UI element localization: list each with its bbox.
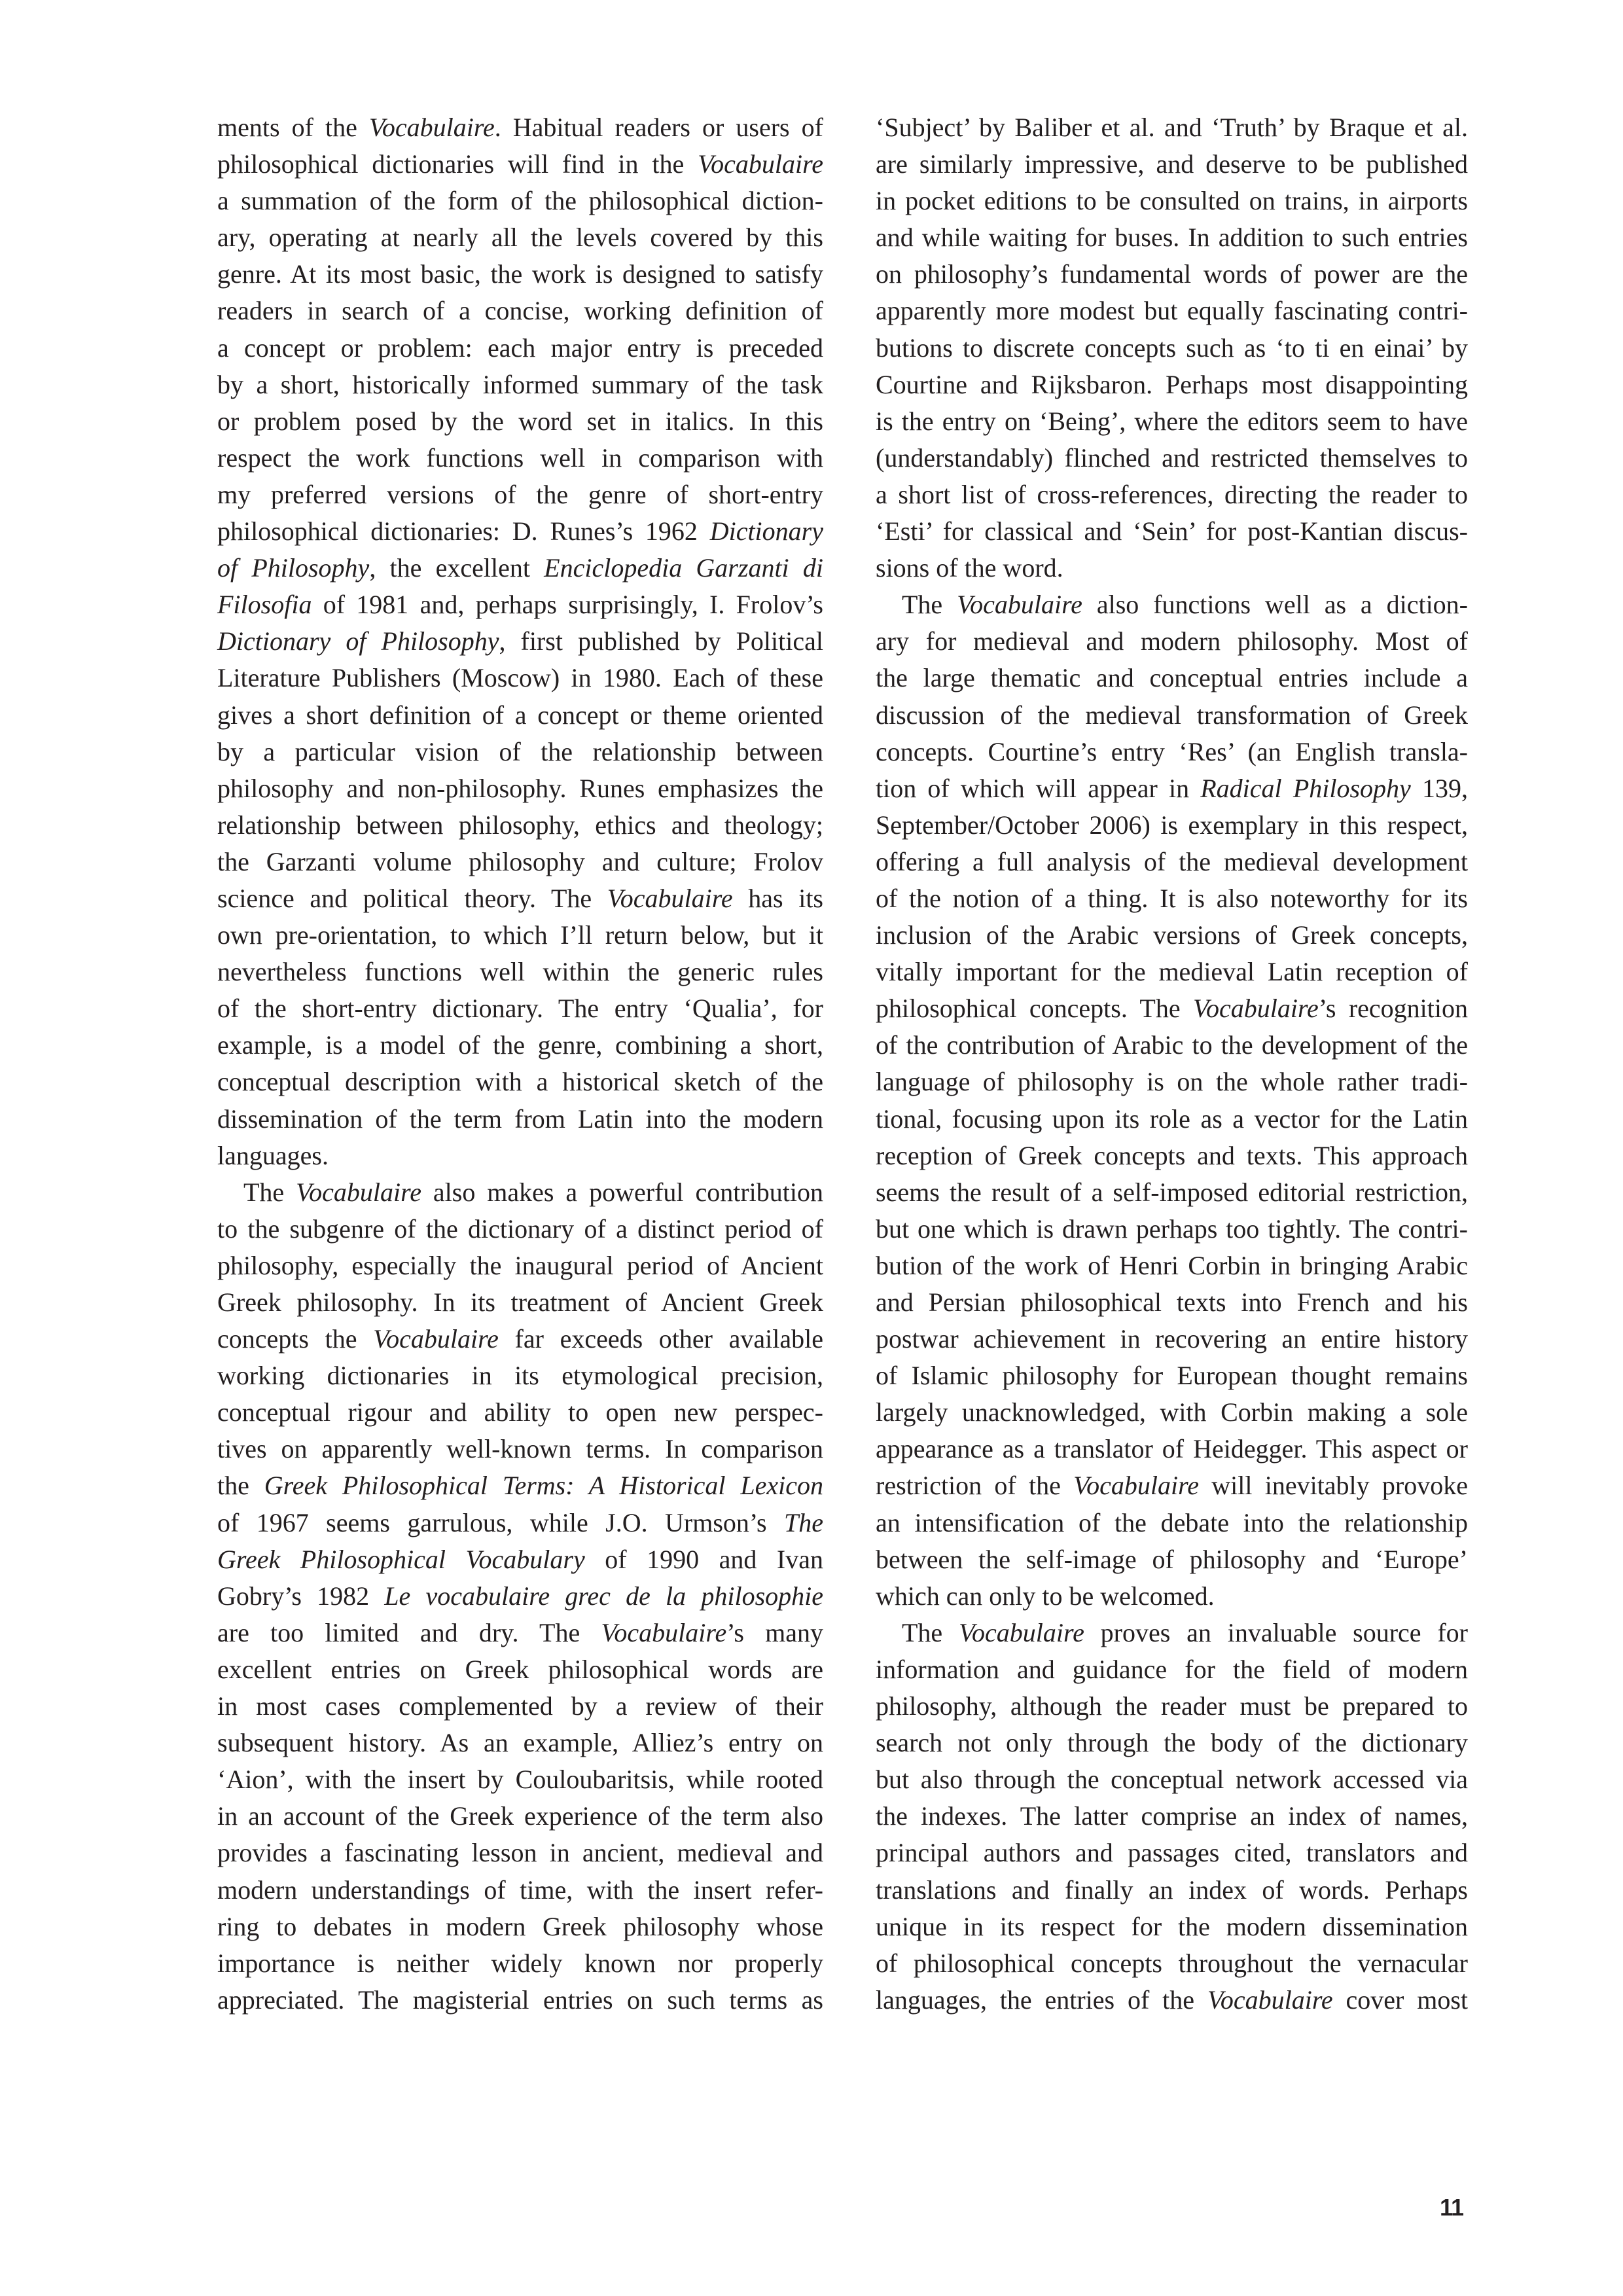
text-line bbox=[876, 330, 1468, 367]
text-run: languages, the entries of the bbox=[876, 1984, 1207, 2015]
text-run: vitally important for the medieval Latin reception of bbox=[876, 957, 1468, 987]
text-line bbox=[217, 1247, 823, 1284]
text-run: are too limited and dry. The bbox=[217, 1617, 601, 1647]
text-line bbox=[876, 1247, 1468, 1284]
text-line bbox=[876, 550, 1468, 586]
text-run: , first published by Political bbox=[499, 626, 823, 656]
italic-title: Vocabulaire bbox=[959, 1617, 1084, 1647]
text-line bbox=[217, 1284, 823, 1321]
italic-title: Vocabulaire bbox=[1073, 1471, 1199, 1501]
italic-title: Dictionary of Philosophy bbox=[217, 626, 499, 656]
italic-title: Greek Philosophical Vocabulary bbox=[217, 1544, 585, 1574]
italic-title: Enciclopedia Garzanti di bbox=[544, 553, 823, 583]
text-line bbox=[876, 256, 1468, 293]
text-run: an intensification of the debate into the relationship bbox=[876, 1507, 1468, 1537]
text-run: concepts. Courtine’s entry ‘Res’ (an English transla- bbox=[876, 736, 1468, 766]
text-line bbox=[876, 1101, 1468, 1138]
text-run: excellent entries on Greek philosophical words are bbox=[217, 1654, 823, 1684]
text-line bbox=[876, 1138, 1468, 1174]
text-line bbox=[217, 1321, 823, 1357]
italic-title: Dictionary bbox=[709, 516, 823, 547]
text-run: to the subgenre of the dictionary of a distinct period of bbox=[217, 1213, 823, 1244]
text-line bbox=[876, 1909, 1468, 1945]
text-run: philosophical dictionaries will find in the bbox=[217, 149, 698, 179]
text-line bbox=[217, 109, 823, 146]
text-line bbox=[217, 183, 823, 219]
text-line bbox=[217, 219, 823, 256]
text-line bbox=[217, 1505, 823, 1541]
text-run: , the excellent bbox=[369, 553, 544, 583]
text-run: of the notion of a thing. It is also noteworthy for its bbox=[876, 883, 1468, 913]
text-run: appreciated. The magisterial entries on such terms as bbox=[217, 1984, 823, 2015]
text-run: offering a full analysis of the medieval development bbox=[876, 846, 1468, 876]
text-line bbox=[876, 734, 1468, 770]
text-run: translations and finally an index of words. Perhaps bbox=[876, 1874, 1468, 1905]
text-line bbox=[876, 183, 1468, 219]
text-run: will inevitably provoke bbox=[1198, 1471, 1469, 1501]
text-run: working dictionaries in its etymological precision, bbox=[217, 1361, 823, 1391]
text-run: Greek philosophy. In its treatment of Ancient Greek bbox=[217, 1287, 823, 1317]
text-line bbox=[217, 1761, 823, 1798]
text-run: of philosophical concepts throughout the vernacular bbox=[876, 1948, 1468, 1978]
italic-title: Vocabulaire bbox=[607, 883, 733, 913]
text-line bbox=[876, 1578, 1468, 1615]
text-line bbox=[217, 1688, 823, 1725]
text-line bbox=[217, 1578, 823, 1615]
text-line bbox=[876, 990, 1468, 1027]
text-run: Courtine and Rijksbaron. Perhaps most disappointing bbox=[876, 369, 1468, 399]
text-column-right bbox=[876, 109, 1468, 2018]
text-run: the indexes. The latter comprise an index of names, bbox=[876, 1801, 1468, 1831]
text-line bbox=[217, 1027, 823, 1064]
text-line bbox=[217, 1138, 823, 1174]
text-line bbox=[217, 880, 823, 917]
text-line bbox=[217, 844, 823, 880]
text-run: languages. bbox=[217, 1140, 329, 1170]
text-run: but also through the conceptual network accessed via bbox=[876, 1765, 1468, 1795]
text-run: The bbox=[902, 590, 957, 620]
text-run: bution of the work of Henri Corbin in bringing Arabic bbox=[876, 1250, 1468, 1280]
text-run: also makes a powerful contribution bbox=[421, 1177, 824, 1207]
text-run: inclusion of the Arabic versions of Greek concepts, bbox=[876, 920, 1468, 950]
text-run: largely unacknowledged, with Corbin making a sole bbox=[876, 1397, 1468, 1427]
text-run: concepts the bbox=[217, 1324, 374, 1354]
text-run: tional, focusing upon its role as a vector for the Latin bbox=[876, 1103, 1468, 1134]
text-run: own pre-orientation, to which I’ll return below, but it bbox=[217, 920, 823, 950]
text-run: of 1981 and, perhaps surprisingly, I. Frolov’s bbox=[312, 590, 823, 620]
italic-title: Radical Philosophy bbox=[1200, 773, 1411, 803]
text-line bbox=[876, 660, 1468, 696]
text-line bbox=[217, 770, 823, 807]
text-line bbox=[876, 1394, 1468, 1431]
text-line bbox=[876, 1761, 1468, 1798]
text-run: of the short-entry dictionary. The entry ‘Qualia’, for bbox=[217, 994, 823, 1024]
text-run: cover most bbox=[1332, 1984, 1469, 2015]
text-run: gives a short definition of a concept or theme oriented bbox=[217, 700, 823, 730]
italic-title: Filosofia bbox=[217, 590, 312, 620]
text-run: apparently more modest but equally fascinating contri- bbox=[876, 296, 1468, 326]
text-line bbox=[876, 293, 1468, 329]
text-run: relationship between philosophy, ethics and theology; bbox=[217, 810, 823, 840]
italic-title: Vocabulaire bbox=[957, 590, 1082, 620]
text-line bbox=[876, 1615, 1468, 1651]
text-line bbox=[876, 109, 1468, 146]
text-line bbox=[217, 1798, 823, 1835]
text-run: ary, operating at nearly all the levels covered by this bbox=[217, 223, 823, 253]
text-line bbox=[876, 1284, 1468, 1321]
text-run: example, is a model of the genre, combining a short, bbox=[217, 1030, 823, 1060]
italic-title: Vocabulaire bbox=[296, 1177, 421, 1207]
text-run: are similarly impressive, and deserve to be published bbox=[876, 149, 1468, 179]
text-line bbox=[217, 367, 823, 403]
text-line bbox=[876, 219, 1468, 256]
text-line bbox=[876, 1982, 1468, 2018]
text-run: ary for medieval and modern philosophy. Most of bbox=[876, 626, 1468, 656]
text-line bbox=[876, 770, 1468, 807]
italic-title: The bbox=[784, 1507, 823, 1537]
text-run: the large thematic and conceptual entries include a bbox=[876, 663, 1468, 693]
text-line bbox=[876, 1872, 1468, 1909]
text-run: subsequent history. As an example, Alliez’s entry on bbox=[217, 1728, 823, 1758]
text-run: tives on apparently well-known terms. In comparison bbox=[217, 1434, 823, 1464]
text-run: my preferred versions of the genre of short-entry bbox=[217, 479, 823, 509]
text-line bbox=[876, 954, 1468, 990]
text-run: ring to debates in modern Greek philosophy whose bbox=[217, 1911, 823, 1941]
text-run: readers in search of a concise, working definition of bbox=[217, 296, 823, 326]
text-run: on philosophy’s fundamental words of power are the bbox=[876, 259, 1468, 289]
italic-title: Greek Philosophical Terms: A Historical Lexicon bbox=[264, 1471, 823, 1501]
text-run: philosophy and non-philosophy. Runes emphasizes the bbox=[217, 773, 823, 803]
text-line bbox=[217, 476, 823, 513]
text-run: butions to discrete concepts such as ‘to ti en einai’ by bbox=[876, 332, 1468, 363]
text-line bbox=[217, 1615, 823, 1651]
text-run: 139, bbox=[1410, 773, 1468, 803]
text-line bbox=[217, 440, 823, 476]
text-line bbox=[217, 1651, 823, 1688]
text-line bbox=[876, 880, 1468, 917]
text-line bbox=[217, 954, 823, 990]
text-line bbox=[217, 403, 823, 440]
text-run: in an account of the Greek experience of the term also bbox=[217, 1801, 823, 1831]
text-line bbox=[217, 660, 823, 696]
text-line bbox=[876, 367, 1468, 403]
text-line bbox=[876, 623, 1468, 660]
text-line bbox=[217, 734, 823, 770]
text-line bbox=[876, 917, 1468, 954]
text-line bbox=[876, 1064, 1468, 1100]
text-run: is the entry on ‘Being’, where the editors seem to have bbox=[876, 406, 1468, 436]
text-line bbox=[876, 146, 1468, 183]
text-line bbox=[876, 807, 1468, 844]
text-line bbox=[876, 440, 1468, 476]
text-line bbox=[217, 1467, 823, 1504]
text-column-left bbox=[217, 109, 823, 2018]
text-line bbox=[217, 917, 823, 954]
text-line bbox=[876, 1211, 1468, 1247]
text-line bbox=[217, 330, 823, 367]
text-run: sions of the word. bbox=[876, 553, 1063, 583]
text-line bbox=[217, 697, 823, 734]
text-run: ‘Aion’, with the insert by Couloubaritsis, while rooted bbox=[217, 1765, 823, 1795]
text-run: unique in its respect for the modern dissemination bbox=[876, 1911, 1468, 1941]
text-line bbox=[876, 1688, 1468, 1725]
text-run: tion of which will appear in bbox=[876, 773, 1201, 803]
page-number: 11 bbox=[1440, 2194, 1464, 2221]
italic-title: Vocabulaire bbox=[373, 1324, 499, 1354]
text-line bbox=[876, 476, 1468, 513]
italic-title: of Philosophy bbox=[217, 553, 370, 583]
text-run: dissemination of the term from Latin into the modern bbox=[217, 1103, 823, 1134]
text-run: philosophical concepts. The bbox=[876, 994, 1193, 1024]
text-run: modern understandings of time, with the insert refer- bbox=[217, 1874, 823, 1905]
text-run: and while waiting for buses. In addition to such entries bbox=[876, 223, 1468, 253]
text-line bbox=[217, 807, 823, 844]
text-run: a short list of cross-references, directing the reader to bbox=[876, 479, 1468, 509]
text-line bbox=[876, 697, 1468, 734]
text-run: language of philosophy is on the whole rather tradi- bbox=[876, 1067, 1468, 1097]
text-run: by a particular vision of the relationship between bbox=[217, 736, 823, 766]
text-run: . Habitual readers or users of bbox=[494, 113, 823, 142]
text-run: a summation of the form of the philosophical diction- bbox=[217, 186, 823, 216]
text-run: importance is neither widely known nor properly bbox=[217, 1948, 823, 1978]
text-run: in most cases complemented by a review of their bbox=[217, 1691, 823, 1721]
text-run: between the self-image of philosophy and ‘Europe’ bbox=[876, 1544, 1468, 1574]
text-line bbox=[217, 550, 823, 586]
text-run: in pocket editions to be consulted on trains, in airports bbox=[876, 186, 1468, 216]
text-line bbox=[876, 513, 1468, 550]
text-run: appearance as a translator of Heidegger. This aspect or bbox=[876, 1434, 1468, 1464]
text-line bbox=[217, 1064, 823, 1100]
text-run: the Garzanti volume philosophy and culture; Frolov bbox=[217, 846, 823, 876]
text-run: also functions well as a diction- bbox=[1082, 590, 1469, 620]
text-line bbox=[876, 1321, 1468, 1357]
text-run: conceptual description with a historical sketch of the bbox=[217, 1067, 823, 1097]
text-line bbox=[876, 1835, 1468, 1871]
text-line bbox=[217, 1541, 823, 1578]
text-run: of 1990 and Ivan bbox=[584, 1544, 823, 1574]
text-line bbox=[217, 146, 823, 183]
text-line bbox=[217, 1431, 823, 1467]
text-run: The bbox=[243, 1177, 296, 1207]
text-run: science and political theory. The bbox=[217, 883, 607, 913]
text-line bbox=[217, 1174, 823, 1211]
text-line bbox=[217, 1101, 823, 1138]
text-run: by a short, historically informed summary of the task bbox=[217, 369, 823, 399]
text-run: restriction of the bbox=[876, 1471, 1074, 1501]
text-run: discussion of the medieval transformation of Greek bbox=[876, 700, 1468, 730]
text-line bbox=[876, 1174, 1468, 1211]
text-run: philosophy, especially the inaugural period of Ancient bbox=[217, 1250, 823, 1280]
text-run: conceptual rigour and ability to open new perspec- bbox=[217, 1397, 823, 1427]
italic-title: Vocabulaire bbox=[1192, 994, 1319, 1024]
text-line bbox=[876, 1467, 1468, 1504]
text-line bbox=[217, 1982, 823, 2018]
text-line bbox=[217, 1909, 823, 1945]
italic-title: Le vocabulaire grec de la philosophie bbox=[384, 1581, 823, 1611]
text-run: far exceeds other available bbox=[498, 1324, 823, 1354]
text-run: search not only through the body of the dictionary bbox=[876, 1728, 1468, 1758]
text-run: (understandably) flinched and restricted themselves to bbox=[876, 442, 1468, 473]
text-run: reception of Greek concepts and texts. This approach bbox=[876, 1140, 1468, 1170]
text-run: ’s many bbox=[726, 1617, 823, 1647]
text-run: ’s recognition bbox=[1318, 994, 1468, 1024]
text-run: The bbox=[902, 1617, 959, 1647]
text-run: and Persian philosophical texts into French and his bbox=[876, 1287, 1468, 1317]
text-line bbox=[876, 1798, 1468, 1835]
italic-title: Vocabulaire bbox=[368, 113, 495, 142]
text-run: ments of the bbox=[217, 113, 369, 142]
text-line bbox=[876, 1357, 1468, 1394]
text-line bbox=[876, 1541, 1468, 1578]
text-run: which can only to be welcomed. bbox=[876, 1581, 1215, 1611]
text-run: information and guidance for the field of modern bbox=[876, 1654, 1468, 1684]
text-run: nevertheless functions well within the generic rules bbox=[217, 957, 823, 987]
text-line bbox=[217, 256, 823, 293]
text-run: ‘Esti’ for classical and ‘Sein’ for post-Kantian discus- bbox=[876, 516, 1468, 547]
text-line bbox=[217, 1211, 823, 1247]
text-line bbox=[876, 1651, 1468, 1688]
text-run: seems the result of a self-imposed editorial restriction, bbox=[876, 1177, 1468, 1207]
italic-title: Vocabulaire bbox=[698, 149, 823, 179]
text-line bbox=[217, 586, 823, 623]
text-run: the bbox=[217, 1471, 264, 1501]
text-line bbox=[876, 1505, 1468, 1541]
text-run: principal authors and passages cited, translators and bbox=[876, 1838, 1468, 1868]
text-line bbox=[217, 1945, 823, 1982]
text-line bbox=[217, 623, 823, 660]
italic-title: Vocabulaire bbox=[1207, 1984, 1333, 2015]
text-line bbox=[217, 293, 823, 329]
text-line bbox=[217, 1872, 823, 1909]
text-run: of the contribution of Arabic to the development of the bbox=[876, 1030, 1468, 1060]
text-line bbox=[876, 1945, 1468, 1982]
text-run: genre. At its most basic, the work is designed to satisfy bbox=[217, 259, 823, 289]
text-run: philosophical dictionaries: D. Runes’s 1962 bbox=[217, 516, 710, 547]
text-line bbox=[876, 1431, 1468, 1467]
text-line bbox=[217, 1835, 823, 1871]
text-line bbox=[217, 1357, 823, 1394]
text-run: Gobry’s 1982 bbox=[217, 1581, 385, 1611]
text-run: but one which is drawn perhaps too tightly. The contri- bbox=[876, 1213, 1468, 1244]
text-line bbox=[217, 1725, 823, 1761]
italic-title: Vocabulaire bbox=[601, 1617, 727, 1647]
text-line bbox=[217, 1394, 823, 1431]
text-run: has its bbox=[732, 883, 823, 913]
text-run: postwar achievement in recovering an entire history bbox=[876, 1324, 1468, 1354]
text-line bbox=[876, 403, 1468, 440]
text-run: ‘Subject’ by Baliber et al. and ‘Truth’ by Braque et al. bbox=[876, 113, 1468, 142]
text-run: of Islamic philosophy for European thought remains bbox=[876, 1361, 1468, 1391]
text-line bbox=[876, 844, 1468, 880]
text-run: respect the work functions well in comparison with bbox=[217, 442, 823, 473]
text-line bbox=[876, 586, 1468, 623]
text-run: of 1967 seems garrulous, while J.O. Urmson’s bbox=[217, 1507, 784, 1537]
text-run: Literature Publishers (Moscow) in 1980. Each of these bbox=[217, 663, 823, 693]
text-line bbox=[217, 513, 823, 550]
text-run: proves an invaluable source for bbox=[1084, 1617, 1469, 1647]
text-run: a concept or problem: each major entry is preceded bbox=[217, 332, 823, 363]
text-run: or problem posed by the word set in italics. In this bbox=[217, 406, 823, 436]
text-line bbox=[217, 990, 823, 1027]
text-run: philosophy, although the reader must be prepared to bbox=[876, 1691, 1468, 1721]
text-run: provides a fascinating lesson in ancient, medieval and bbox=[217, 1838, 823, 1868]
text-line bbox=[876, 1027, 1468, 1064]
text-run: September/October 2006) is exemplary in this respect, bbox=[876, 810, 1468, 840]
text-line bbox=[876, 1725, 1468, 1761]
